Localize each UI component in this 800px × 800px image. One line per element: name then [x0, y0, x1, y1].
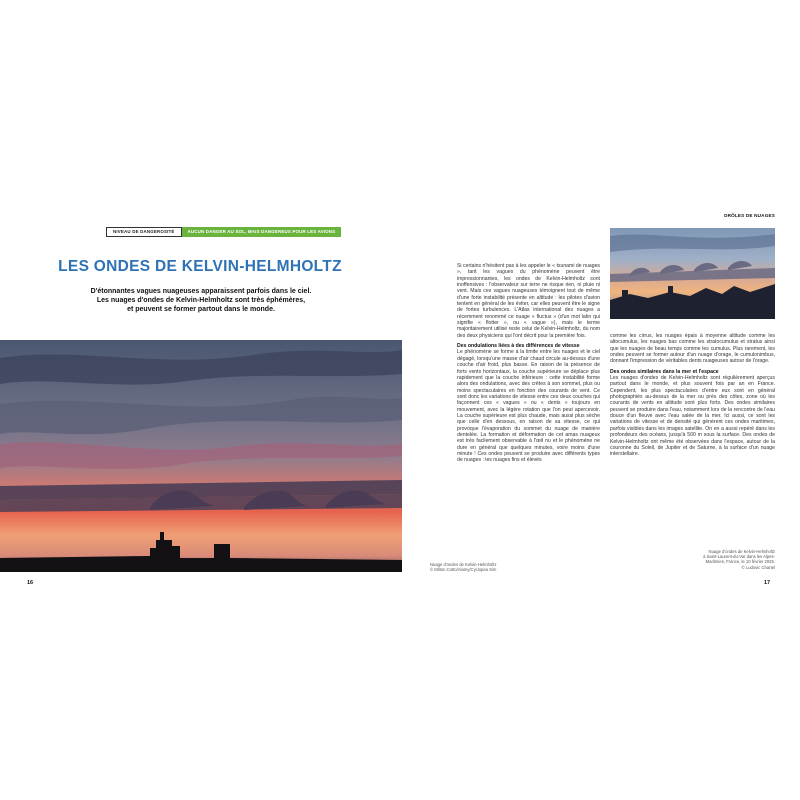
intro-line: Les nuages d'ondes de Kelvin-Helmholtz sont très éphémères,: [96, 297, 306, 305]
subheading: Des ondes similaires dans la mer et l'espace: [610, 368, 719, 375]
intro-line: et peuvent se former partout dans le monde.: [127, 306, 275, 314]
caption-line: à Saint-Laurent-du-Var dans les Alpes-: [703, 554, 775, 560]
photo-caption-left: [430, 562, 496, 572]
photo-caption-right: [660, 549, 775, 570]
article-title: LES ONDES DE KELVIN-HELMHOLTZ: [58, 258, 342, 275]
caption-line: Maritimes, France, le 10 février 2025.: [705, 559, 775, 565]
text-column-2: [610, 333, 775, 458]
saint-laurent-cloud-photo: [610, 228, 775, 319]
paragraph: Les nuages d'ondes de Kelvin-Helmholtz sont régulièrement aperçus partout dans le monde, et plus souvent fois par an en France. Cependent, les plus spectaculaires d'entre eux sont en général photographiés au-dessus de la mer ou près des côtes, zone où les courants de vents en altitude sont plus forts. Des ondes similaires peuvent se produire dans l'eau, notamment lors de la rencontre de l'eau douce d'un fleuve avec l'eau salée de la mer. Ici aussi, ce sont les variations de vitesse et de densité qui génèrent ces ondes maritimes, parfois visibles dans les images satellite. On en a aussi repéré dans les profondeurs des océans, jusqu'à 500 m sous la surface. Des ondes de Kelvin-Helmholtz ont même été observées dans l'espace, autour de la couronne du Soleil, de Jupiter et de Saturne, à la surface d'un nuage interstellaire.: [610, 375, 775, 458]
caption-line: Nuage d'ondes de Kelvin-Helmholtz: [708, 549, 775, 554]
sunset-cloud-waves-photo: [0, 340, 402, 572]
caption-credit: © Ludovic Chartel: [741, 564, 775, 570]
caption-credit: © Milton Cotto/Alamy/Cyclopea Sim: [430, 567, 497, 573]
paragraph: Si certains n'hésitent pas à les appeler le « tsunami de nuages », tant les vagues du phénomène peuvent être impressionnantes, les ondes de Kelvin-Helmholtz sont inoffensives : l'observateur sur terre ne risque rien, ni pluie ni vent. Mais ces vagues nuageuses témoignent tout de même d'une forte instabilité présente en altitude : les pilotes d'avion tentent en général de les éviter, car elles peuvent être le signe de fortes turbulences. L'Atlas international des nuages a récemment renommé ce nuage « fluctus » (d'un mot latin qui signifie « flotter », ou « vague »), mais le terme majoritairement utilisé reste celui de Kelvin-Helmholtz, du nom des deux physiciens qui l'ont décrit pour la première fois.: [457, 263, 600, 339]
page-number-right: 17: [764, 580, 771, 586]
subheading: Des ondulations liées à des différences de vitesse: [457, 343, 580, 350]
paragraph: Le phénomène se forme à la limite entre les nuages et le ciel dégagé, lorsqu'une masse d'air chaud circule au-dessus d'une couche d'air froid, plus basse. En raison de la présence de forts vents horizontaux, la couche supérieure se déplace plus rapidement que la couche inférieure : cette instabilité forme alors des ondulations, avec des crêtes à son sommet, plus ou moins spectaculaires en fonction des courants de vent. Ce sont donc les variations de vitesse entre ces deux couches qui façonnent ces « vagues » ou « dents » toujours en mouvement, avec la légère rotation que l'on peut apercevoir. La couche supérieure est plus chaude, mais aussi plus sèche que celle d'en dessous, en raison de sa vitesse, ce qui provoque l'évaporation du sommet du nuage de manière dentelée. La formation et déformation de cet amas nuageux est très facilement observable à l'œil nu et le phénomène ne dure en général que quelques minutes, voire moins d'une minute ! Ces ondes peuvent se produire avec différents types de nuages : les nuages fins et élevés: [457, 349, 600, 464]
section-kicker: DRÔLES DE NUAGES: [724, 213, 775, 218]
intro-line: D'étonnantes vagues nuageuses apparaissent parfois dans le ciel.: [90, 288, 312, 295]
page-number-left: 16: [27, 580, 34, 586]
paragraph: comme les cirrus, les nuages épais à moyenne altitude comme les altocumulus, les nuages bas comme les stratocumulus et stratus ainsi que les nuages de beau temps comme les cumulus. Plus rarement, les ondes peuvent se former autour d'un nuage d'orage, le cumulonimbus, donnant l'impression de véritables dents nuageuses autour de l'orage.: [610, 333, 775, 365]
text-column-1: [457, 263, 600, 464]
danger-level-value: AUCUN DANGER AU SOL, MAIS DANGEREUX POUR LES AVIONS: [182, 227, 342, 237]
danger-level-label: NIVEAU DE DANGEROSITÉ: [106, 227, 182, 237]
danger-level-badge: [106, 227, 341, 237]
caption-line: Nuage d'ondes de Kelvin-Helmholtz: [430, 562, 497, 567]
article-intro: [86, 287, 316, 315]
